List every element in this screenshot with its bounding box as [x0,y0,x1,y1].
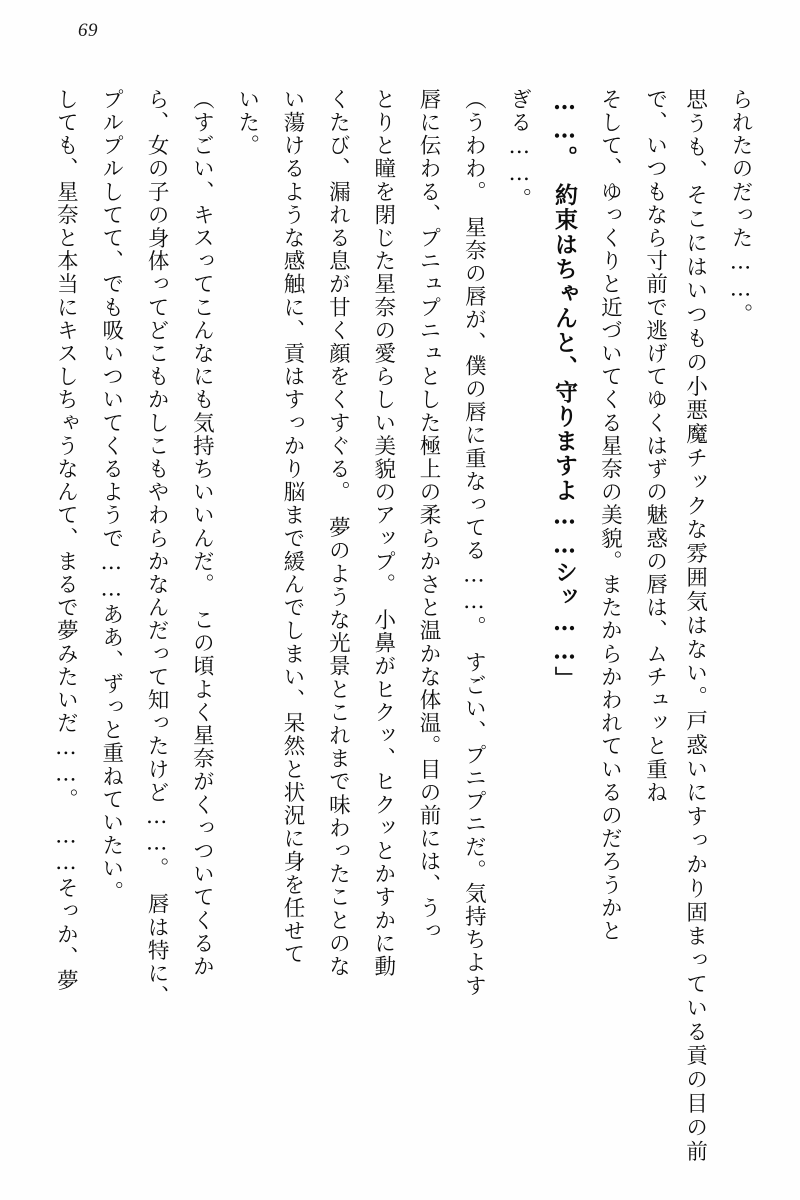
body-paragraph: （うわわ。 星奈の唇が、僕の唇に重なってる……。 すごい、プニプニだ。気持ちよす [461,88,487,998]
body-paragraph: られたのだった……。 [728,88,753,326]
page-body-text [40,88,760,1163]
body-paragraph: ら、女の子の身体ってどこもかしこもやわらかなんだって知ったけど……。 唇は特に、 [144,88,170,1009]
body-paragraph: しても、星奈と本当にキスしちゃうなんて、まるで夢みたいだ……。 ……そっか、夢 [53,88,79,993]
body-paragraph: い蕩けるような感触に、貢はすっかり脳まで緩んでしまい、呆然と状況に身を任せて [280,88,306,966]
body-paragraph: （すごい、キスってこんなにも気持ちいいんだ。 この頃よく星奈がくっついてくるか [189,88,215,979]
body-paragraph: ぎる……。 [506,88,532,211]
page-number: 69 [78,20,98,41]
body-paragraph: いた。 [234,88,260,158]
body-paragraph: 唇に伝わる、プニュプニュとした極上の柔らかさと温かな体温。目の前には、うっ [416,88,442,943]
body-paragraph: ……。 約束はちゃんと、守りますよ……シッ……」 [551,88,579,691]
body-paragraph: 思うも、そこにはいつもの小悪魔チックな雰囲気はない。戸惑いにすっかり固まっている貢の目の前で、いつもなら寸前で逃げてゆくはずの魅惑の唇は、ムチュッと重ね [642,88,708,1163]
body-paragraph: くたび、漏れる息が甘く顔をくすぐる。 夢のような光景とこれまで味わったことのな [325,88,351,979]
body-paragraph: とりと瞳を閉じた星奈の愛らしい美貌のアップ。 小鼻がヒクッ、ヒクッとかすかに動 [370,88,396,979]
body-paragraph: そして、ゆっくりと近づいてくる星奈の美貌。またからかわれているのだろうかと [597,88,623,943]
body-paragraph: プルプルしてて、でも吸いついてくるようで……ああ、ずっと重ねていたい。 [98,88,124,904]
